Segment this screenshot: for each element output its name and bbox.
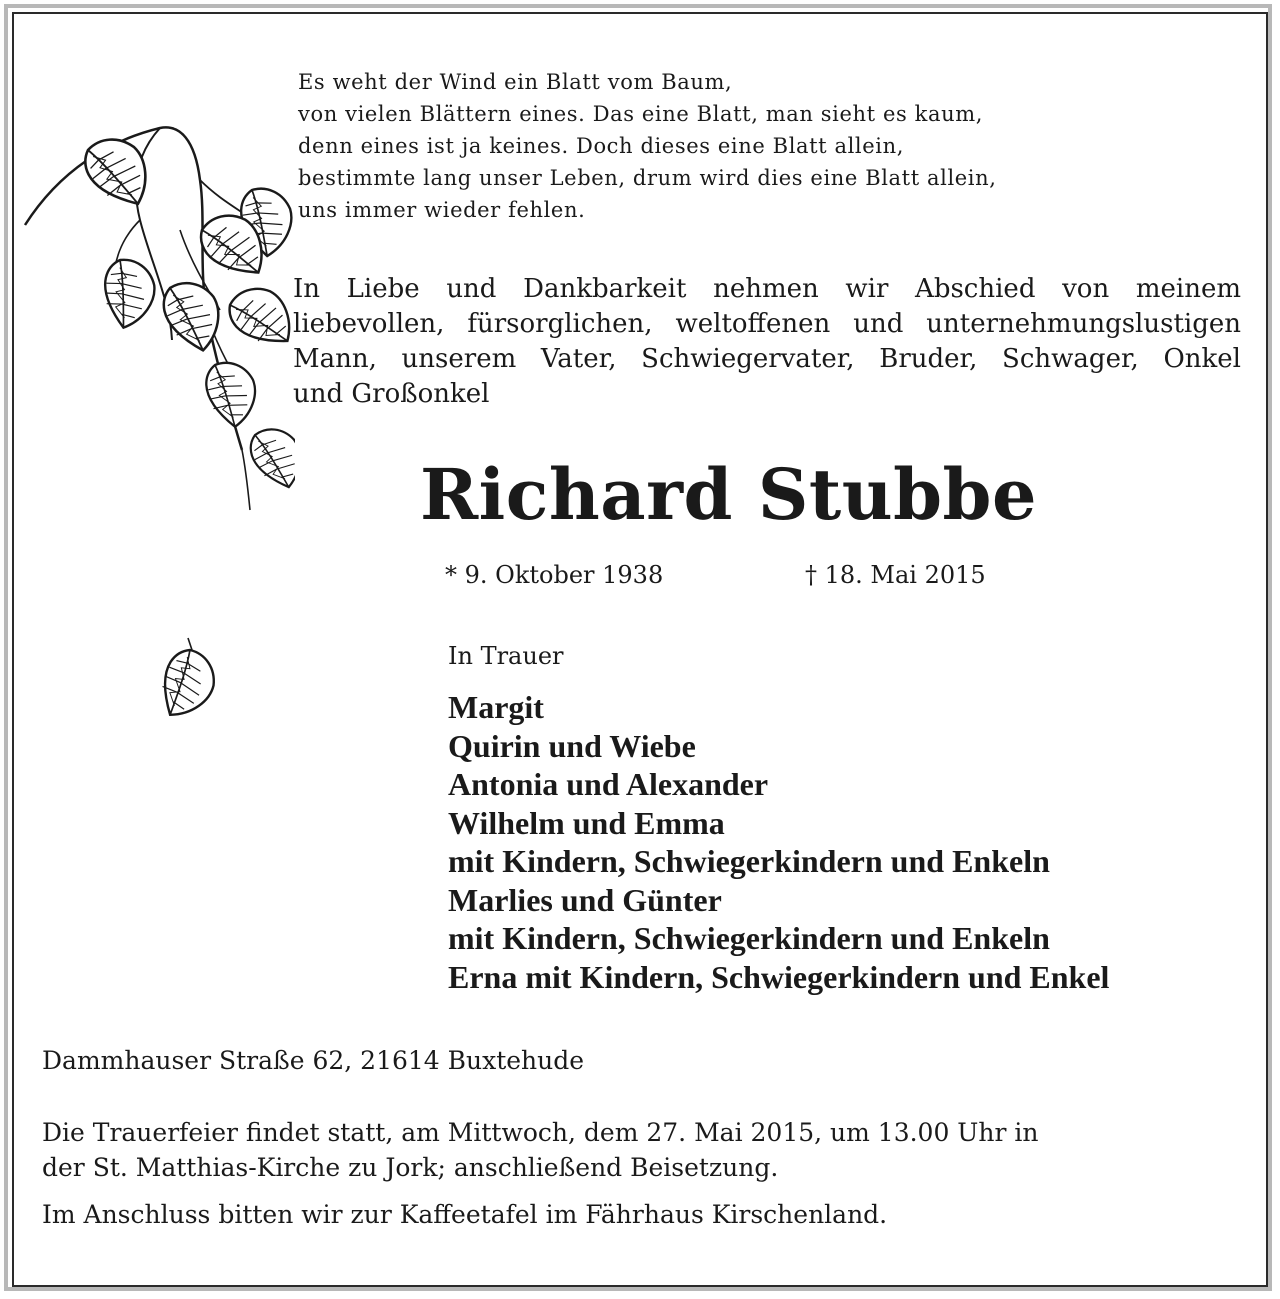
poem	[298, 66, 1198, 226]
mourners-list	[448, 688, 1109, 996]
reception-info: Im Anschluss bitten wir zur Kaffeetafel im Fährhaus Kirschenland.	[42, 1200, 888, 1229]
mourner-line: Margit	[448, 689, 544, 725]
intro-line: liebevollen, fürsorglichen, weltoffenen und unternehmungslustigen	[293, 309, 1241, 339]
birch-branch-illustration	[20, 110, 295, 750]
birth-date: * 9. Oktober 1938	[445, 561, 664, 589]
poem-line: von vielen Blättern eines. Das eine Blatt, man sieht es kaum,	[298, 102, 984, 126]
mourning-heading: In Trauer	[448, 642, 564, 670]
poem-line: bestimmte lang unser Leben, drum wird dies eine Blatt allein,	[298, 166, 997, 190]
mourner-line: Quirin und Wiebe	[448, 727, 696, 764]
mourner-line: Erna mit Kindern, Schwiegerkindern und Enkel	[448, 958, 1110, 995]
service-line: Die Trauerfeier findet statt, am Mittwoch, dem 27. Mai 2015, um 13.00 Uhr in	[42, 1118, 1039, 1147]
mourner-line: Antonia und Alexander	[448, 766, 769, 802]
deceased-name: Richard Stubbe	[420, 453, 1038, 536]
mourner-line: Wilhelm und Emma	[448, 804, 725, 841]
intro-line: und Großonkel	[293, 379, 490, 409]
address: Dammhauser Straße 62, 21614 Buxtehude	[42, 1046, 585, 1075]
farewell-intro	[293, 272, 1241, 412]
mourner-line: mit Kindern, Schwiegerkindern und Enkeln	[448, 920, 1050, 956]
intro-line: In Liebe und Dankbarkeit nehmen wir Abschied von meinem	[293, 274, 1241, 304]
intro-line: Mann, unserem Vater, Schwiegervater, Bruder, Schwager, Onkel	[293, 344, 1241, 374]
mourner-line: mit Kindern, Schwiegerkindern und Enkeln	[448, 843, 1050, 879]
poem-line: uns immer wieder fehlen.	[298, 198, 586, 222]
poem-line: denn eines ist ja keines. Doch dieses eine Blatt allein,	[298, 134, 904, 158]
funeral-service-info	[42, 1115, 1232, 1185]
mourner-line: Marlies und Günter	[448, 881, 722, 918]
death-date: † 18. Mai 2015	[805, 561, 986, 589]
service-line: der St. Matthias-Kirche zu Jork; anschließend Beisetzung.	[42, 1153, 779, 1182]
poem-line: Es weht der Wind ein Blatt vom Baum,	[298, 70, 733, 94]
